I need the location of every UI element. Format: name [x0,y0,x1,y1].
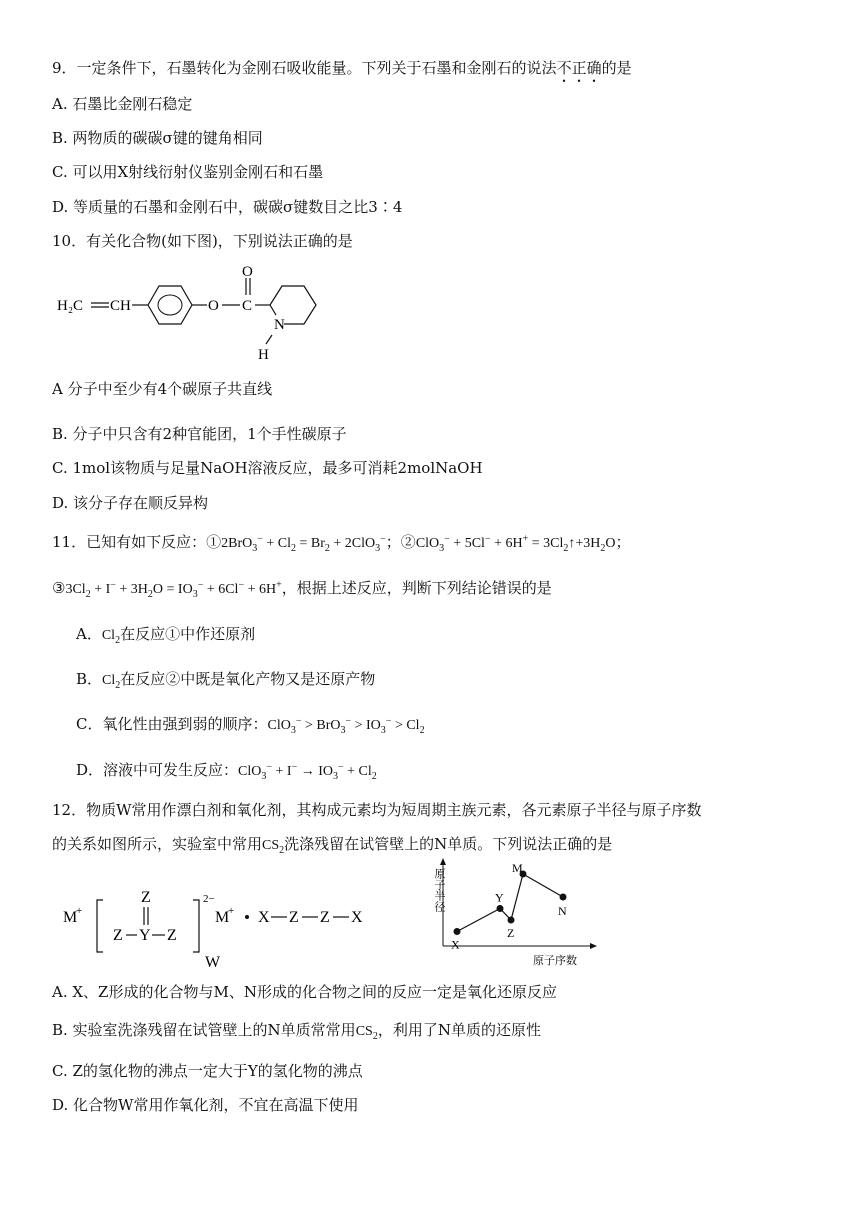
svg-text:W: W [205,954,221,971]
q9-option-c: C. 可以用X射线衍射仪鉴别金刚石和石墨 [52,163,324,181]
svg-text:Z: Z [289,909,299,926]
q11-option-d: D．溶液中可发生反应：$ClO_3^- + I^- \to IO_3^- + Cl_2$ [76,761,377,782]
q10-option-a: A 分子中至少有4个碳原子共直线 [52,380,273,398]
q9-option-a: A. 石墨比金刚石稳定 [52,95,193,113]
svg-text:Z: Z [320,909,330,926]
svg-text:Y: Y [139,927,151,944]
svg-text:+: + [228,905,235,917]
point-label-m: M [512,861,523,875]
q9-emphasis: 不正确 [556,59,602,77]
svg-text:M: M [215,909,230,926]
x-axis-arrow [590,943,597,949]
q11-option-a: A．$Cl_2$在反应①中作还原剂 [76,625,256,646]
point-label-n: N [558,904,567,918]
struct-o-top: O [242,264,253,280]
q9-option-b: B. 两物质的碳碳σ键的键角相同 [52,129,263,147]
q11-stem-line2: $③3Cl_2 + I^- + 3H_2O = IO_3^- + 6Cl^- + 6H^+$，根据上述反应，判断下列结论错误的是 [52,579,552,600]
benzene-circle [158,295,182,315]
svg-text:X: X [258,909,270,926]
q10-stem: 10．有关化合物(如下图)，下别说法正确的是 [52,232,353,250]
svg-text:Z: Z [113,927,123,944]
struct-c: C [242,298,253,314]
svg-text:M: M [63,909,78,926]
point-x [454,928,461,935]
svg-text:+: + [76,905,83,917]
q12-stem-line1: 12．物质W常用作漂白剂和氧化剂，其构成元素均为短周期主族元素，各元素原子半径与原子序数 [52,801,702,819]
struct-h2c: H₂C [57,298,84,314]
benzene-ring [148,286,192,324]
q10-option-b: B. 分子中只含有2种官能团，1个手性碳原子 [52,425,347,443]
q10-option-c: C. 1mol该物质与足量NaOH溶液反应，最多可消耗2molNaOH [52,459,483,477]
y-axis-arrow [440,858,446,865]
struct-h: H [258,347,269,363]
q10-option-d: D. 该分子存在顺反异构 [52,494,209,512]
svg-text:X: X [351,909,363,926]
struct-o: O [208,298,219,314]
q12-option-d: D. 化合物W常用作氧化剂，不宜在高温下使用 [52,1096,359,1114]
point-y [497,905,504,912]
point-n [560,894,567,901]
q12-radius-chart [425,858,600,968]
point-label-x: X [451,937,460,952]
q11-stem-line1: 11．已知有如下反应：①2BrO$_3$− + $Cl_2 = Br_2 + 2ClO_3^-$；②ClO$_3$− + $5Cl^- + 6H^+ = 3Cl_2↑+3H_2O$； [52,533,631,554]
q11-option-b: B．$Cl_2$在反应②中既是氧化产物又是还原产物 [76,670,376,691]
y-axis-label: 原子半径 [433,868,445,912]
q12-stem-line2: 的关系如图所示，实验室中常用$CS_2$洗涤残留在试管壁上的N单质。下列说法正确的是 [52,835,613,856]
bracket-right [193,900,199,952]
q12-formula-w [55,880,375,972]
q11-option-c: C．氧化性由强到弱的顺序：$ClO_3^- > BrO_3^- > IO_3^- > Cl_2$ [76,715,425,736]
q10-structure [52,262,352,367]
q9-option-d: D. 等质量的石墨和金刚石中，碳碳σ键数目之比3∶4 [52,198,403,216]
bracket-left [97,900,103,952]
point-label-y: Y [495,890,504,905]
q12-option-a: A. X、Z形成的化合物与M、N形成的化合物之间的反应一定是氧化还原反应 [52,983,557,1001]
svg-text:2−: 2− [203,893,215,905]
q9-stem: 9．一定条件下，石墨转化为金刚石吸收能量。下列关于石墨和金刚石的说法不正确的是 [52,59,632,77]
q12-option-b: B. 实验室洗涤残留在试管壁上的N单质常常用$CS_2$，利用了N单质的还原性 [52,1021,541,1042]
point-z [508,917,515,924]
struct-ch: CH [110,298,131,314]
svg-text:Z: Z [167,927,177,944]
q12-option-c: C. Z的氢化物的沸点一定大于Y的氢化物的沸点 [52,1062,363,1080]
point-label-z: Z [507,926,515,940]
svg-text:Z: Z [141,889,151,906]
struct-n: N [274,317,285,333]
x-axis-label: 原子序数 [533,955,577,967]
